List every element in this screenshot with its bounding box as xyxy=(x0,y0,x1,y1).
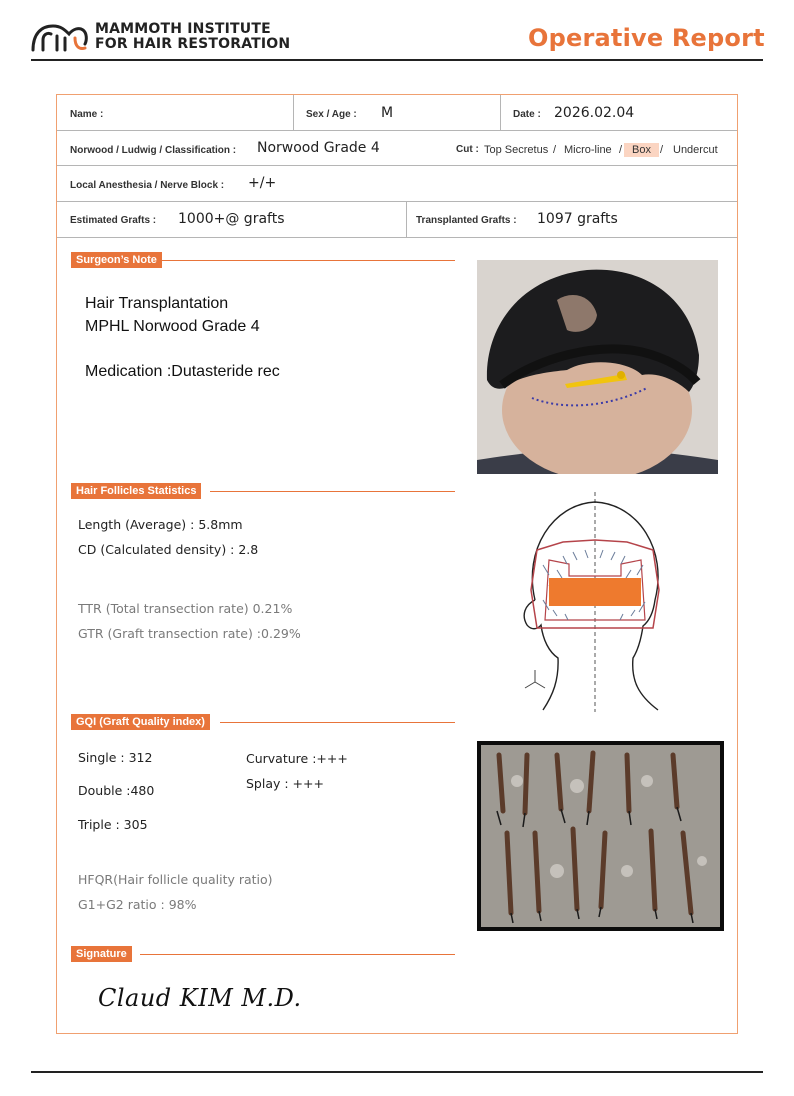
total-transection-rate: TTR (Total transection rate) 0.21% xyxy=(78,601,293,616)
signature-rule xyxy=(140,954,455,955)
cut-option-box-selected: Box xyxy=(624,143,659,157)
length-average: Length (Average) : 5.8mm xyxy=(78,517,243,532)
row4-divider xyxy=(406,201,407,237)
signature-tag: Signature xyxy=(71,946,132,962)
cut-option-top-secretus: Top Secretus xyxy=(484,144,549,156)
date-value: 2026.02.04 xyxy=(554,105,635,121)
classification-value: Norwood Grade 4 xyxy=(257,140,380,156)
estimated-grafts-value: 1000+@ grafts xyxy=(178,211,285,227)
head-photo xyxy=(477,260,718,474)
surgeon-note-line2: MPHL Norwood Grade 4 xyxy=(85,318,260,335)
cut-separator: / xyxy=(553,144,557,156)
classification-label: Norwood / Ludwig / Classification : xyxy=(70,145,237,156)
cut-option-micro-line: Micro-line xyxy=(564,144,612,156)
date-label: Date : xyxy=(513,109,541,120)
gqi-double: Double :480 xyxy=(78,783,155,798)
row-divider-1 xyxy=(57,130,737,131)
anesthesia-label: Local Anesthesia / Nerve Block : xyxy=(70,180,225,191)
row-divider-3 xyxy=(57,201,737,202)
surgeon-note-line1: Hair Transplantation xyxy=(85,295,229,312)
surgeon-note-rule xyxy=(160,260,455,261)
logo-text xyxy=(95,22,290,52)
g1-g2-ratio: G1+G2 ratio : 98% xyxy=(78,897,197,912)
anesthesia-value: +/+ xyxy=(248,175,277,191)
hfqr-label: HFQR(Hair follicle quality ratio) xyxy=(78,872,273,887)
gqi-triple: Triple : 305 xyxy=(78,817,148,832)
cut-option-undercut: Undercut xyxy=(673,144,718,156)
row1-divider-a xyxy=(293,95,294,130)
gqi-rule xyxy=(220,722,455,723)
logo-line1: MAMMOTH INSTITUTE xyxy=(95,21,271,37)
report-title: Operative Report xyxy=(528,24,765,52)
gqi-splay: Splay : +++ xyxy=(246,776,324,791)
gqi-curvature: Curvature :+++ xyxy=(246,751,348,766)
mammoth-logo-icon xyxy=(31,20,89,52)
transplanted-grafts-label: Transplanted Grafts : xyxy=(416,215,517,226)
graft-transection-rate: GTR (Graft transection rate) :0.29% xyxy=(78,626,301,641)
estimated-grafts-label: Estimated Grafts : xyxy=(70,215,157,226)
graft-photo xyxy=(477,741,724,931)
header-rule xyxy=(31,59,763,61)
follicles-rule xyxy=(210,491,455,492)
donor-diagram xyxy=(513,490,673,715)
surgeon-note-tag: Surgeon’s Note xyxy=(71,252,162,268)
calculated-density: CD (Calculated density) : 2.8 xyxy=(78,542,259,557)
gqi-tag: GQI (Graft Quality index) xyxy=(71,714,210,730)
doctor-signature: Claud KIM M.D. xyxy=(98,984,302,1012)
cut-separator: / xyxy=(660,144,664,156)
gqi-single: Single : 312 xyxy=(78,750,153,765)
sex-age-value: M xyxy=(381,105,394,121)
row1-divider-b xyxy=(500,95,501,130)
row-divider-4 xyxy=(57,237,737,238)
transplanted-grafts-value: 1097 grafts xyxy=(537,211,618,227)
name-label: Name : xyxy=(70,109,104,120)
logo-line2: FOR HAIR RESTORATION xyxy=(95,36,291,52)
cut-separator: / xyxy=(619,144,623,156)
cut-label: Cut : xyxy=(456,144,479,155)
row-divider-2 xyxy=(57,165,737,166)
follicles-tag: Hair Follicles Statistics xyxy=(71,483,201,499)
footer-rule xyxy=(31,1071,763,1073)
sex-age-label: Sex / Age : xyxy=(306,109,357,120)
surgeon-note-line3: Medication :Dutasteride rec xyxy=(85,363,280,380)
